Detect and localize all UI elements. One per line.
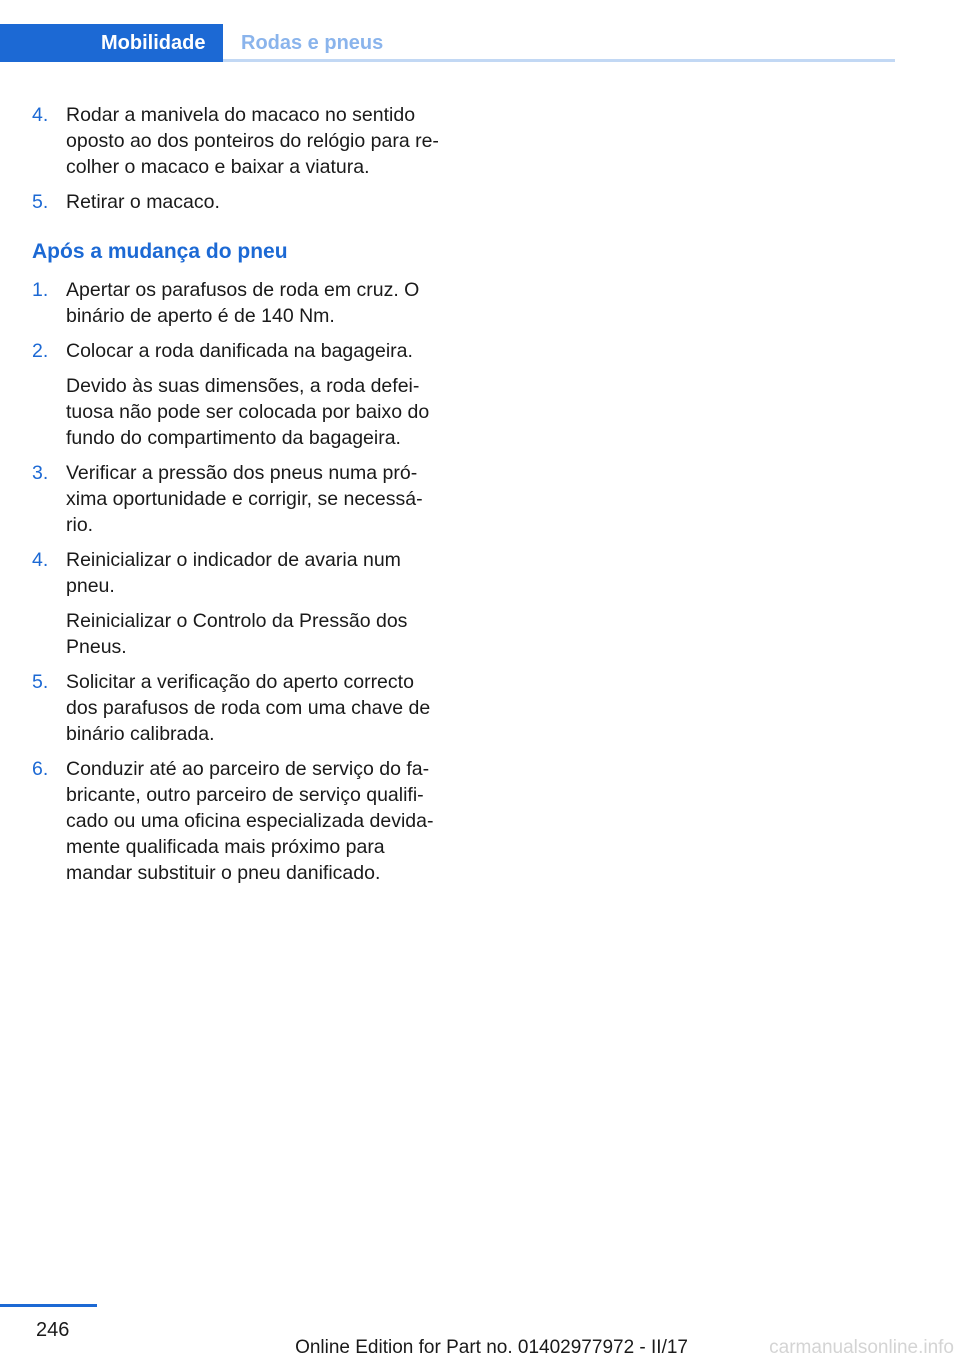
step-item xyxy=(32,102,452,180)
step-text-line: binário de aperto é de 140 Nm. xyxy=(66,305,335,327)
step-number: 6. xyxy=(32,758,49,780)
step-note-line: Pneus. xyxy=(66,636,127,658)
step-text-line: Rodar a manivela do macaco no sentido xyxy=(66,104,416,126)
step-text-line: Reinicializar o indicador de avaria num xyxy=(66,549,401,571)
step-text-line: dos parafusos de roda com uma chave de xyxy=(66,697,431,719)
step-number: 3. xyxy=(32,462,49,484)
step-list-top xyxy=(32,102,452,215)
step-item xyxy=(32,460,452,538)
step-item xyxy=(32,756,452,886)
step-note-line: fundo do compartimento da bagageira. xyxy=(66,427,401,449)
chapter-tab: Rodas e pneus xyxy=(241,32,384,54)
step-text-line: Retirar o macaco. xyxy=(66,191,220,213)
step-text-line: Solicitar a verificação do aperto correcto xyxy=(66,671,414,693)
section-tab: Mobilidade xyxy=(0,24,223,62)
step-note-line: tuosa não pode ser colocada por baixo do xyxy=(66,401,430,423)
step-note xyxy=(66,373,452,451)
step-text-line: Apertar os parafusos de roda em cruz. O xyxy=(66,279,420,301)
step-note xyxy=(66,608,452,660)
step-text-line: binário calibrada. xyxy=(66,723,215,745)
step-item xyxy=(32,547,452,660)
footer-rule xyxy=(0,1304,97,1307)
edition-label: Online Edition for Part no. 01402977972 - II/17 xyxy=(295,1337,688,1358)
step-note-line: Reinicializar o Controlo da Pressão dos xyxy=(66,610,408,632)
step-number: 5. xyxy=(32,671,49,693)
step-item xyxy=(32,189,452,215)
step-number: 4. xyxy=(32,549,49,571)
section-title: Após a mudança do pneu xyxy=(32,240,288,263)
step-item xyxy=(32,338,452,451)
step-number: 1. xyxy=(32,279,49,301)
step-text-line: cado ou uma oficina especializada devida- xyxy=(66,810,434,832)
step-text-line: xima oportunidade e corrigir, se necessá- xyxy=(66,488,423,510)
header-rule xyxy=(223,59,895,62)
step-text-line: Verificar a pressão dos pneus numa pró- xyxy=(66,462,418,484)
step-number: 2. xyxy=(32,340,49,362)
step-item xyxy=(32,669,452,747)
step-text-line: rio. xyxy=(66,514,94,536)
watermark: carmanualsonline.info xyxy=(769,1337,954,1358)
step-text-line: colher o macaco e baixar a viatura. xyxy=(66,156,370,178)
step-list-after xyxy=(32,277,452,886)
step-note-line: Devido às suas dimensões, a roda defei- xyxy=(66,375,420,397)
step-text-line: bricante, outro parceiro de serviço qualifi- xyxy=(66,784,424,806)
step-number: 4. xyxy=(32,104,49,126)
step-text-line: Colocar a roda danificada na bagageira. xyxy=(66,340,413,362)
step-number: 5. xyxy=(32,191,49,213)
step-text-line: Conduzir até ao parceiro de serviço do fa- xyxy=(66,758,430,780)
step-text-line: mandar substituir o pneu danificado. xyxy=(66,862,381,884)
step-text-line: oposto ao dos ponteiros do relógio para re- xyxy=(66,130,439,152)
step-item xyxy=(32,277,452,329)
step-text-line: mente qualificada mais próximo para xyxy=(66,836,385,858)
page-content xyxy=(32,102,452,895)
step-text-line: pneu. xyxy=(66,575,115,597)
page-number: 246 xyxy=(36,1319,70,1341)
page-header xyxy=(0,0,895,62)
